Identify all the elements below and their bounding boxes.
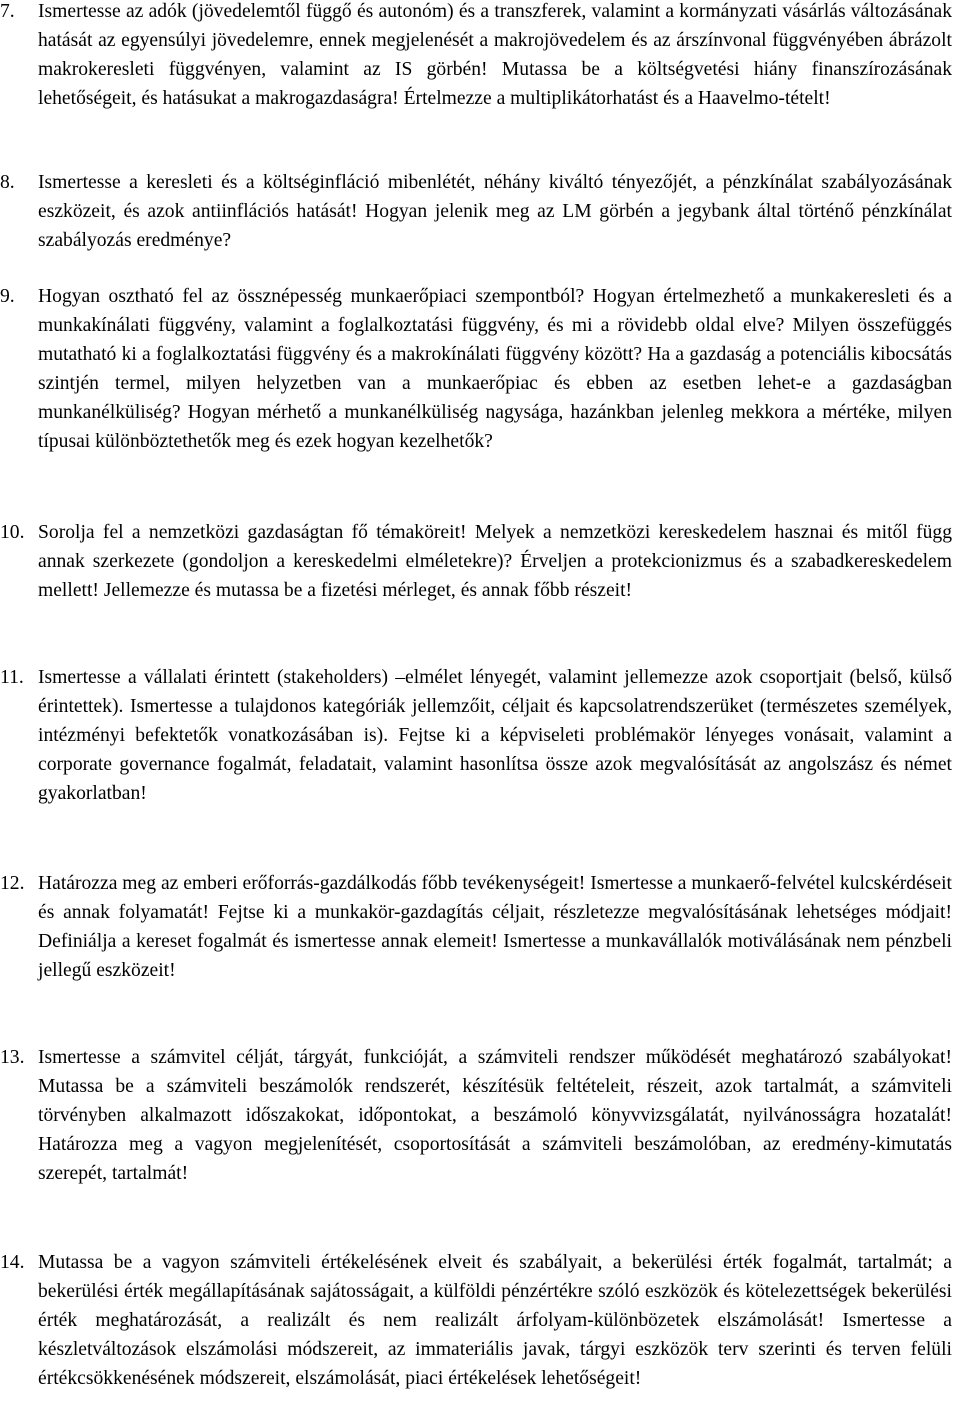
item-text: Hogyan osztható fel az össznépesség munkaerőpiaci szempontból? Hogyan értelmezhető a munkakeresleti és a munkakínálati függvény, valamint a foglalkoztatási függvény, és mi a rövidebb oldal elve? Milyen összefüggés mutatható ki a foglalkoztatási függvény és a makrokínálati függvény között? Ha a gazdaság a potenciális kibocsátás szintjén termel, milyen helyzetben van a munkaerőpiac és ebben az esetben lehet-e a gazdaságban munkanélküliség? Hogyan mérhető a munkanélküliség nagysága, hazánkban jelenleg mekkora a mértéke, milyen típusai különböztethetők meg és ezek hogyan kezelhetők? — [38, 286, 952, 453]
item-text: Ismertesse az adók (jövedelemtől függő és autonóm) és a transzferek, valamint a kormányzati vásárlás változásának hatását az egyensúlyi jövedelemre, ennek megjelenését a makrojövedelem és az árszínvonal függvényében ábrázolt makrokeresleti függvényen, valamint az IS görbén! Mutassa be a költségvetési hiány finanszírozásának lehetőségeit, és hatásukat a makrogazdaságra! Értelmezze a multiplikátorhatást és a Haavelmo-tételt! — [38, 1, 952, 110]
list-item — [0, 869, 952, 985]
item-number: 11. — [0, 667, 24, 688]
item-text: Ismertesse a keresleti és a költséginfláció mibenlétét, néhány kiváltó tényezőjét, a pénzkínálat szabályozásának eszközeit, és azok antiinflációs hatását! Hogyan jelenik meg az LM görbén a jegybank által történő pénzkínálat szabályozás eredménye? — [38, 172, 952, 252]
item-number: 7. — [0, 1, 15, 22]
list-item — [0, 1248, 952, 1393]
list-item — [0, 518, 952, 605]
list-item — [0, 1043, 952, 1188]
item-text: Sorolja fel a nemzetközi gazdaságtan fő témaköreit! Melyek a nemzetközi kereskedelem hasznai és mitől függ annak szerkezete (gondoljon a kereskedelmi elméletekre)? Érveljen a protekcionizmus és a szabadkereskedelem mellett! Jellemezze és mutassa be a fizetési mérleget, és annak főbb részeit! — [38, 522, 952, 602]
item-text: Ismertesse a vállalati érintett (stakeholders) –elmélet lényegét, valamint jellemezze azok csoportjait (belső, külső érintettek). Ismertesse a tulajdonos kategóriák jellemzőit, céljait és kapcsolatrendszerüket (természetes személyek, intézményi befektetők vonatkozásában is). Fejtse ki a képviseleti problémakör lényeges vonásait, valamint a corporate governance fogalmát, feladatait, valamint hasonlítsa össze azok megvalósítását az angolszász és német gyakorlatban! — [38, 667, 952, 805]
item-number: 13. — [0, 1047, 25, 1068]
list-item — [0, 282, 952, 457]
list-item — [0, 663, 952, 808]
item-number: 14. — [0, 1252, 25, 1273]
item-number: 9. — [0, 286, 15, 307]
item-number: 10. — [0, 522, 25, 543]
item-text: Mutassa be a vagyon számviteli értékelésének elveit és szabályait, a bekerülési érték fogalmát, tartalmát; a bekerülési érték megállapításának sajátosságait, a külföldi pénzértékre szóló eszközök és kötelezettségek bekerülési érték meghatározását, a realizált és nem realizált árfolyam-különbözetek elszámolását! Ismertesse a készletváltozások elszámolási módszereit, az immateriális javak, tárgyi eszközök terv szerinti és terven felüli értékcsökkenésének módszereit, elszámolását, piaci értékelések lehetőségeit! — [38, 1252, 952, 1390]
item-number: 8. — [0, 172, 15, 193]
list-item — [0, 0, 952, 113]
item-number: 12. — [0, 873, 25, 894]
item-text: Ismertesse a számvitel célját, tárgyát, funkcióját, a számviteli rendszer működését meghatározó szabályokat! Mutassa be a számviteli beszámolók rendszerét, készítésük feltételeit, részeit, azok tartalmát, a számviteli törvényben alkalmazott időszakokat, időpontokat, a beszámoló könyvvizsgálatát, nyilvánosságra hozatalát! Határozza meg a vagyon megjelenítését, csoportosítását a számviteli beszámolóban, az eredmény-kimutatás szerepét, tartalmát! — [38, 1047, 952, 1185]
list-item — [0, 168, 952, 255]
item-text: Határozza meg az emberi erőforrás-gazdálkodás főbb tevékenységeit! Ismertesse a munkaerő-felvétel kulcskérdéseit és annak folyamatát! Fejtse ki a munkakör-gazdagítás céljait, részletezze megvalósításának lehetséges módjait! Definiálja a kereset fogalmát és ismertesse annak elemeit! Ismertesse a munkavállalók motiválásának nem pénzbeli jellegű eszközeit! — [38, 873, 952, 982]
